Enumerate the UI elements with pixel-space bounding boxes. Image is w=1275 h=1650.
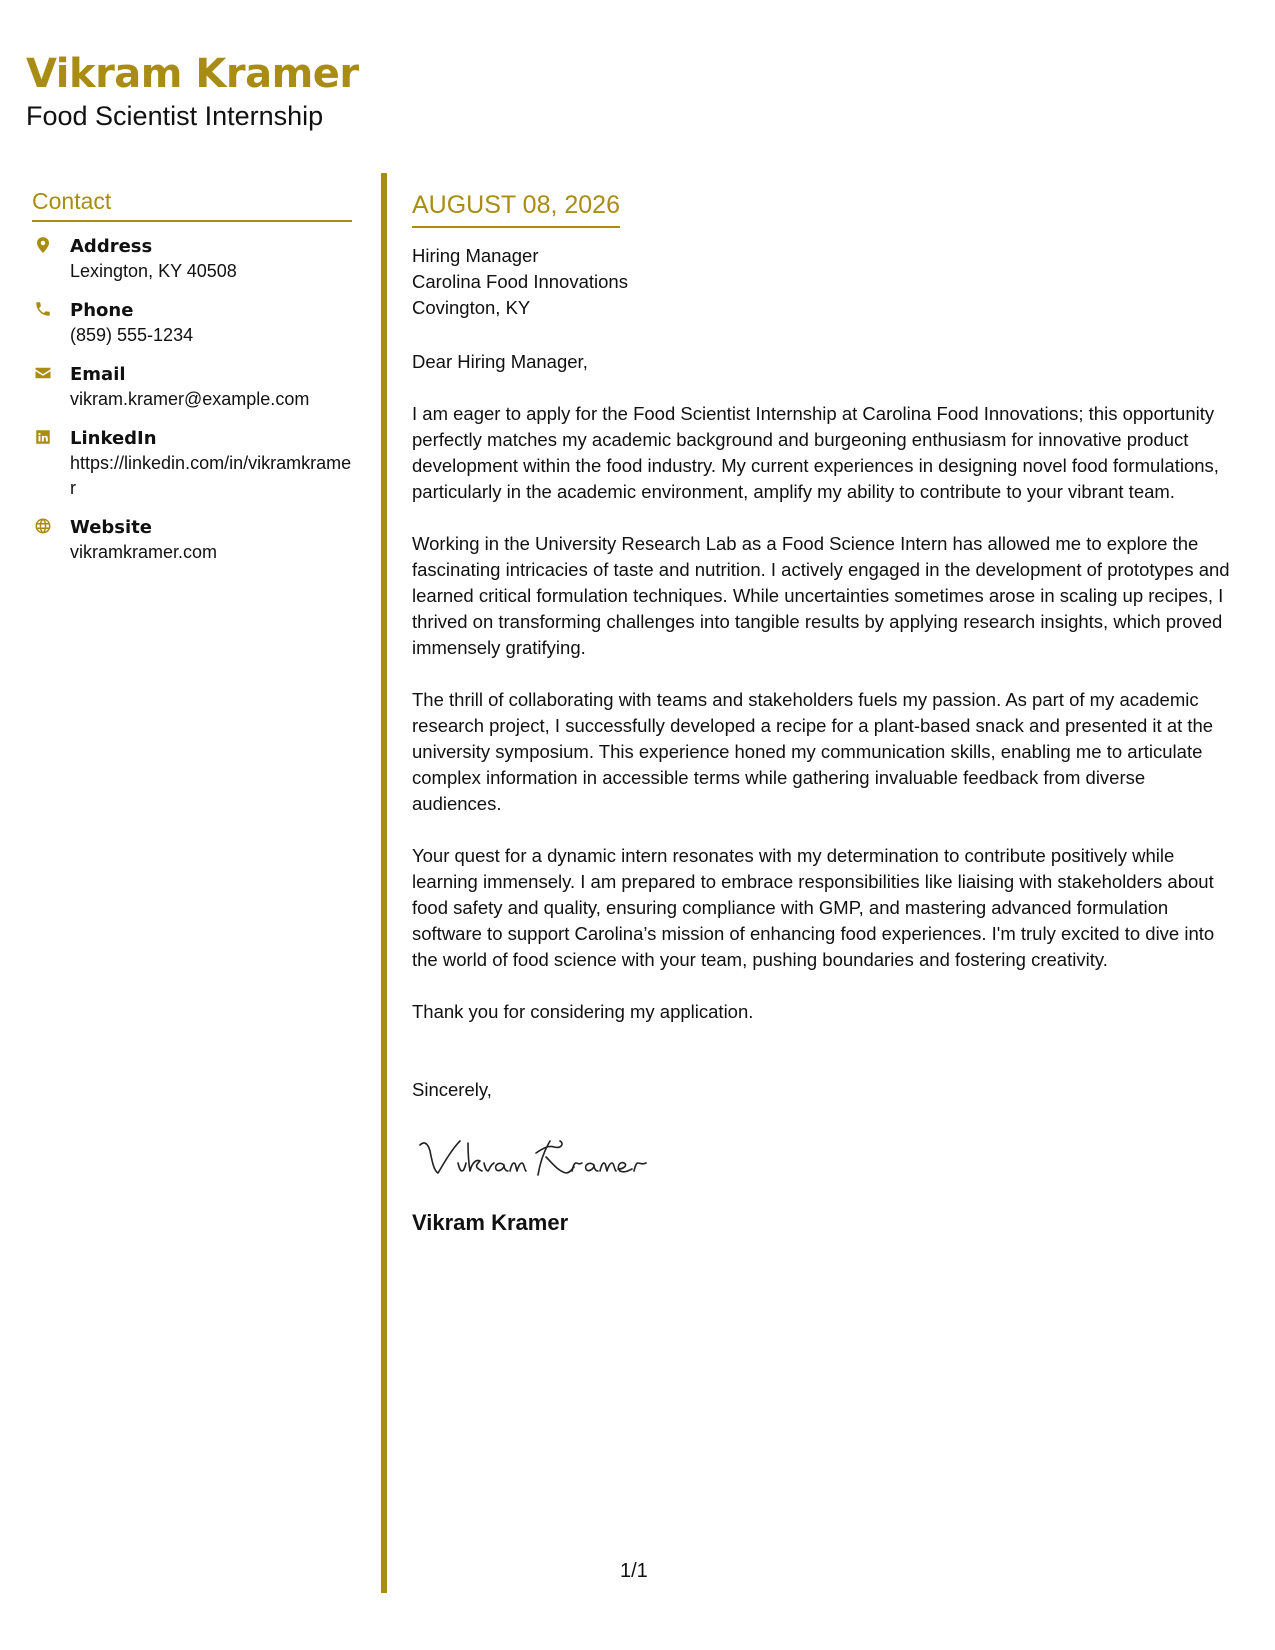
applicant-name: Vikram Kramer <box>26 51 359 97</box>
body-paragraph: Your quest for a dynamic intern resonates with my determination to contribute positively while learning immensely. I am prepared to embrace responsibilities like liaising with stakeholders about food safety and quality, ensuring compliance with GMP, and mastering advanced formulation software to support Carolina’s mission of enhancing food experiences. I'm truly excited to dive into the world of food science with your team, pushing boundaries and fostering creativity. <box>412 845 1215 970</box>
contact-value-linkedin[interactable]: https://linkedin.com/in/vikramkramer <box>70 453 352 498</box>
recipient-line: Carolina Food Innovations <box>412 271 628 292</box>
phone-icon <box>32 298 70 348</box>
letter-date: AUGUST 08, 2026 <box>412 189 620 228</box>
salutation: Dear Hiring Manager, <box>412 351 588 372</box>
contact-item-address <box>32 234 352 284</box>
recipient-line: Hiring Manager <box>412 245 539 266</box>
map-pin-icon <box>32 234 70 284</box>
globe-icon <box>32 515 70 565</box>
contact-label-website: Website <box>70 517 153 538</box>
page-number: 1/1 <box>620 1560 648 1582</box>
envelope-icon <box>32 362 70 412</box>
contact-label-phone: Phone <box>70 300 134 321</box>
contact-item-email <box>32 362 352 412</box>
linkedin-icon <box>32 426 70 501</box>
contact-label-address: Address <box>70 236 153 257</box>
letter-header <box>26 50 359 133</box>
contact-heading: Contact <box>32 188 352 222</box>
letter-body <box>412 189 1238 1237</box>
body-paragraph: I am eager to apply for the Food Scientist Internship at Carolina Food Innovations; this opportunity perfectly matches my academic background and burgeoning enthusiasm for innovative product development within the food industry. My current experiences in designing novel food formulations, particularly in the academic environment, amplify my ability to contribute to your vibrant team. <box>412 403 1219 502</box>
contact-item-linkedin <box>32 426 352 501</box>
contact-item-website <box>32 515 352 565</box>
body-paragraph: Working in the University Research Lab as a Food Science Intern has allowed me to explore the fascinating intricacies of taste and nutrition. I actively engaged in the development of prototypes and learned critical formulation techniques. While uncertainties sometimes arose in scaling up recipes, I thrived on transforming challenges into tangible results by applying research insights, which proved immensely gratifying. <box>412 533 1230 658</box>
contact-list <box>32 234 352 565</box>
contact-value-email[interactable]: vikram.kramer@example.com <box>70 389 310 409</box>
body-paragraph: Thank you for considering my application. <box>412 1001 754 1022</box>
contact-value-address: Lexington, KY 40508 <box>70 261 237 281</box>
contact-label-linkedin: LinkedIn <box>70 428 157 449</box>
vertical-divider <box>381 173 387 1593</box>
contact-value-website[interactable]: vikramkramer.com <box>70 542 218 562</box>
contact-label-email: Email <box>70 364 126 385</box>
recipient-line: Covington, KY <box>412 297 531 318</box>
handwritten-signature <box>412 1123 1238 1193</box>
closing: Sincerely, <box>412 1079 492 1100</box>
contact-sidebar <box>32 188 352 579</box>
position-title: Food Scientist Internship <box>26 101 324 131</box>
contact-item-phone <box>32 298 352 348</box>
signer-name: Vikram Kramer <box>412 1210 569 1235</box>
body-paragraph: The thrill of collaborating with teams and stakeholders fuels my passion. As part of my academic research project, I successfully developed a recipe for a plant-based snack and presented it at the university symposium. This experience honed my communication skills, enabling me to articulate complex information in accessible terms while gathering invaluable feedback from diverse audiences. <box>412 689 1214 814</box>
contact-value-phone: (859) 555-1234 <box>70 325 194 345</box>
recipient-block <box>412 243 1238 321</box>
